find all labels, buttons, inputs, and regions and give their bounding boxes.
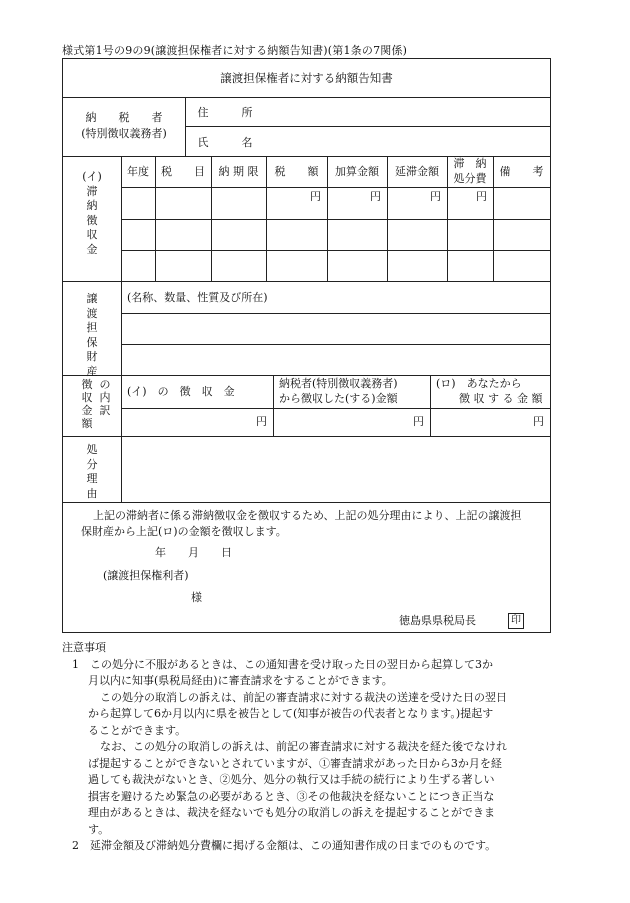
property-label: 譲 渡 担 保 財 産: [86, 292, 98, 378]
notice-recipient: (譲渡担保権利者): [103, 569, 189, 582]
yen-delay: 円: [430, 190, 441, 203]
note-1-p3-d: 損害を避けるため緊急の必要があるとき、③その他裁決を経ないことにつき正当な: [88, 789, 495, 803]
col-delay-header: 延滞金額: [395, 165, 439, 178]
line-title-bottom: [63, 97, 550, 98]
col-item-header: 税 目: [161, 165, 205, 178]
line-arrears-row2: [121, 250, 550, 251]
yen-disposal: 円: [476, 190, 487, 203]
line-property-bottom: [63, 375, 550, 376]
breakdown-col-taxpayer-1: 納税者(特別徴収義務者): [279, 377, 398, 390]
note-1-p3-b: ば提起することができないとされていますが、①審査請求があった日から3か月を経: [88, 756, 502, 770]
yen-tax: 円: [310, 190, 321, 203]
seal-stamp: 印: [508, 613, 524, 629]
note-1-number: 1: [72, 657, 79, 671]
address-label: 住 所: [197, 106, 253, 119]
reason-label: 処 分 理 由: [86, 443, 98, 500]
line-arrears-header: [121, 187, 550, 188]
note-1-p2-b: から起算して6か月以内に県を被告として(知事が被告の代表者となります。)提起す: [88, 707, 494, 720]
breakdown-col-you-1: (ロ) あなたから: [436, 377, 522, 390]
yen-addition: 円: [370, 190, 381, 203]
form-title: 譲渡担保権者に対する納額告知書: [220, 71, 393, 85]
line-property-2: [121, 344, 550, 345]
note-1-p2-a: この処分の取消しの訴えは、前記の審査請求に対する裁決の送達を受けた日の翌日: [100, 690, 507, 704]
form-header: 様式第1号の9の9(譲渡担保権者に対する納額告知書)(第1条の7関係): [62, 44, 408, 57]
note-2-number: 2: [72, 839, 79, 852]
note-1-p3-e: 理由があるときは、裁決を経ないでも処分の取消しの訴えを提起することができま: [88, 806, 495, 819]
note-1-line-a: [62, 657, 562, 674]
note-1-line-b: 月以内に知事(県税局経由)に審査請求をすることができます。: [88, 674, 393, 687]
notice-text-1: 上記の滞納者に係る滞納徴収金を徴収するため、上記の処分理由により、上記の譲渡担: [93, 509, 522, 522]
note-1-p3-c: 過しても裁決がないとき、②処分、処分の執行又は手続の続行により生ずる著しい: [88, 773, 495, 786]
taxpayer-label: 納 税 者: [85, 111, 163, 124]
col-year-header: 年度: [127, 165, 149, 178]
notice-issuer: 徳島県県税局長: [399, 614, 476, 627]
note-1-text-a: この処分に不服があるときは、この通知書を受け取った日の翌日から起算して3か: [90, 657, 493, 671]
note-1-p3-f: す。: [88, 822, 110, 836]
breakdown-col-arrears: (イ) の 徴 収 金: [127, 385, 235, 398]
breakdown-label-right: の 内 訳: [99, 378, 111, 417]
note-1-p3-a: なお、この処分の取消しの訴えは、前記の審査請求に対する裁決を経た後でなけれ: [100, 740, 507, 753]
notes-section: [62, 640, 562, 855]
breakdown-col-taxpayer-2: から徴収した(する)金額: [279, 392, 398, 405]
notice-date: 年 月 日: [155, 546, 232, 559]
name-label: 氏 名: [197, 136, 253, 149]
notes-title: 注意事項: [62, 641, 106, 654]
notice-honorific: 様: [191, 591, 202, 604]
tax-notice-form: [62, 58, 551, 633]
line-breakdown-header: [121, 408, 550, 409]
note-1-p2-c: ることができます。: [88, 723, 187, 737]
breakdown-yen-2: 円: [413, 415, 424, 428]
breakdown-label-left: 徴 収 金 額: [81, 378, 93, 430]
line-reason-bottom: [63, 502, 550, 503]
col-disposal-header-2: 処分費: [453, 172, 487, 185]
breakdown-yen-1: 円: [256, 415, 267, 428]
col-addition-header: 加算金額: [335, 165, 379, 178]
note-2-text: 延滞金額及び滞納処分費欄に掲げる金額は、この通知書作成の日までのものです。: [90, 839, 497, 852]
property-description-label: (名称、数量、性質及び所在): [127, 291, 268, 304]
taxpayer-sub-label: (特別徴収義務者): [81, 127, 167, 140]
col-disposal-header-1: 滞 納: [453, 157, 487, 170]
note-2-line: [62, 838, 562, 855]
breakdown-col-you-2: 徴 収 す る 金 額: [459, 392, 543, 405]
notice-text-2: 保財産から上記(ロ)の金額を徴収します。: [81, 525, 287, 538]
col-deadline-header: 納 期 限: [218, 165, 259, 178]
line-arrears-row1: [121, 219, 550, 220]
col-remarks-header: 備 考: [499, 165, 544, 178]
line-address-bottom: [185, 126, 550, 127]
col-tax-header: 税 額: [274, 165, 319, 178]
vline-labels: [121, 156, 122, 502]
arrears-label: (イ) 滞 納 徴 収 金: [82, 170, 102, 256]
breakdown-yen-3: 円: [533, 415, 544, 428]
line-property-1: [121, 313, 550, 314]
line-arrears-bottom: [63, 281, 550, 282]
line-breakdown-bottom: [63, 436, 550, 437]
